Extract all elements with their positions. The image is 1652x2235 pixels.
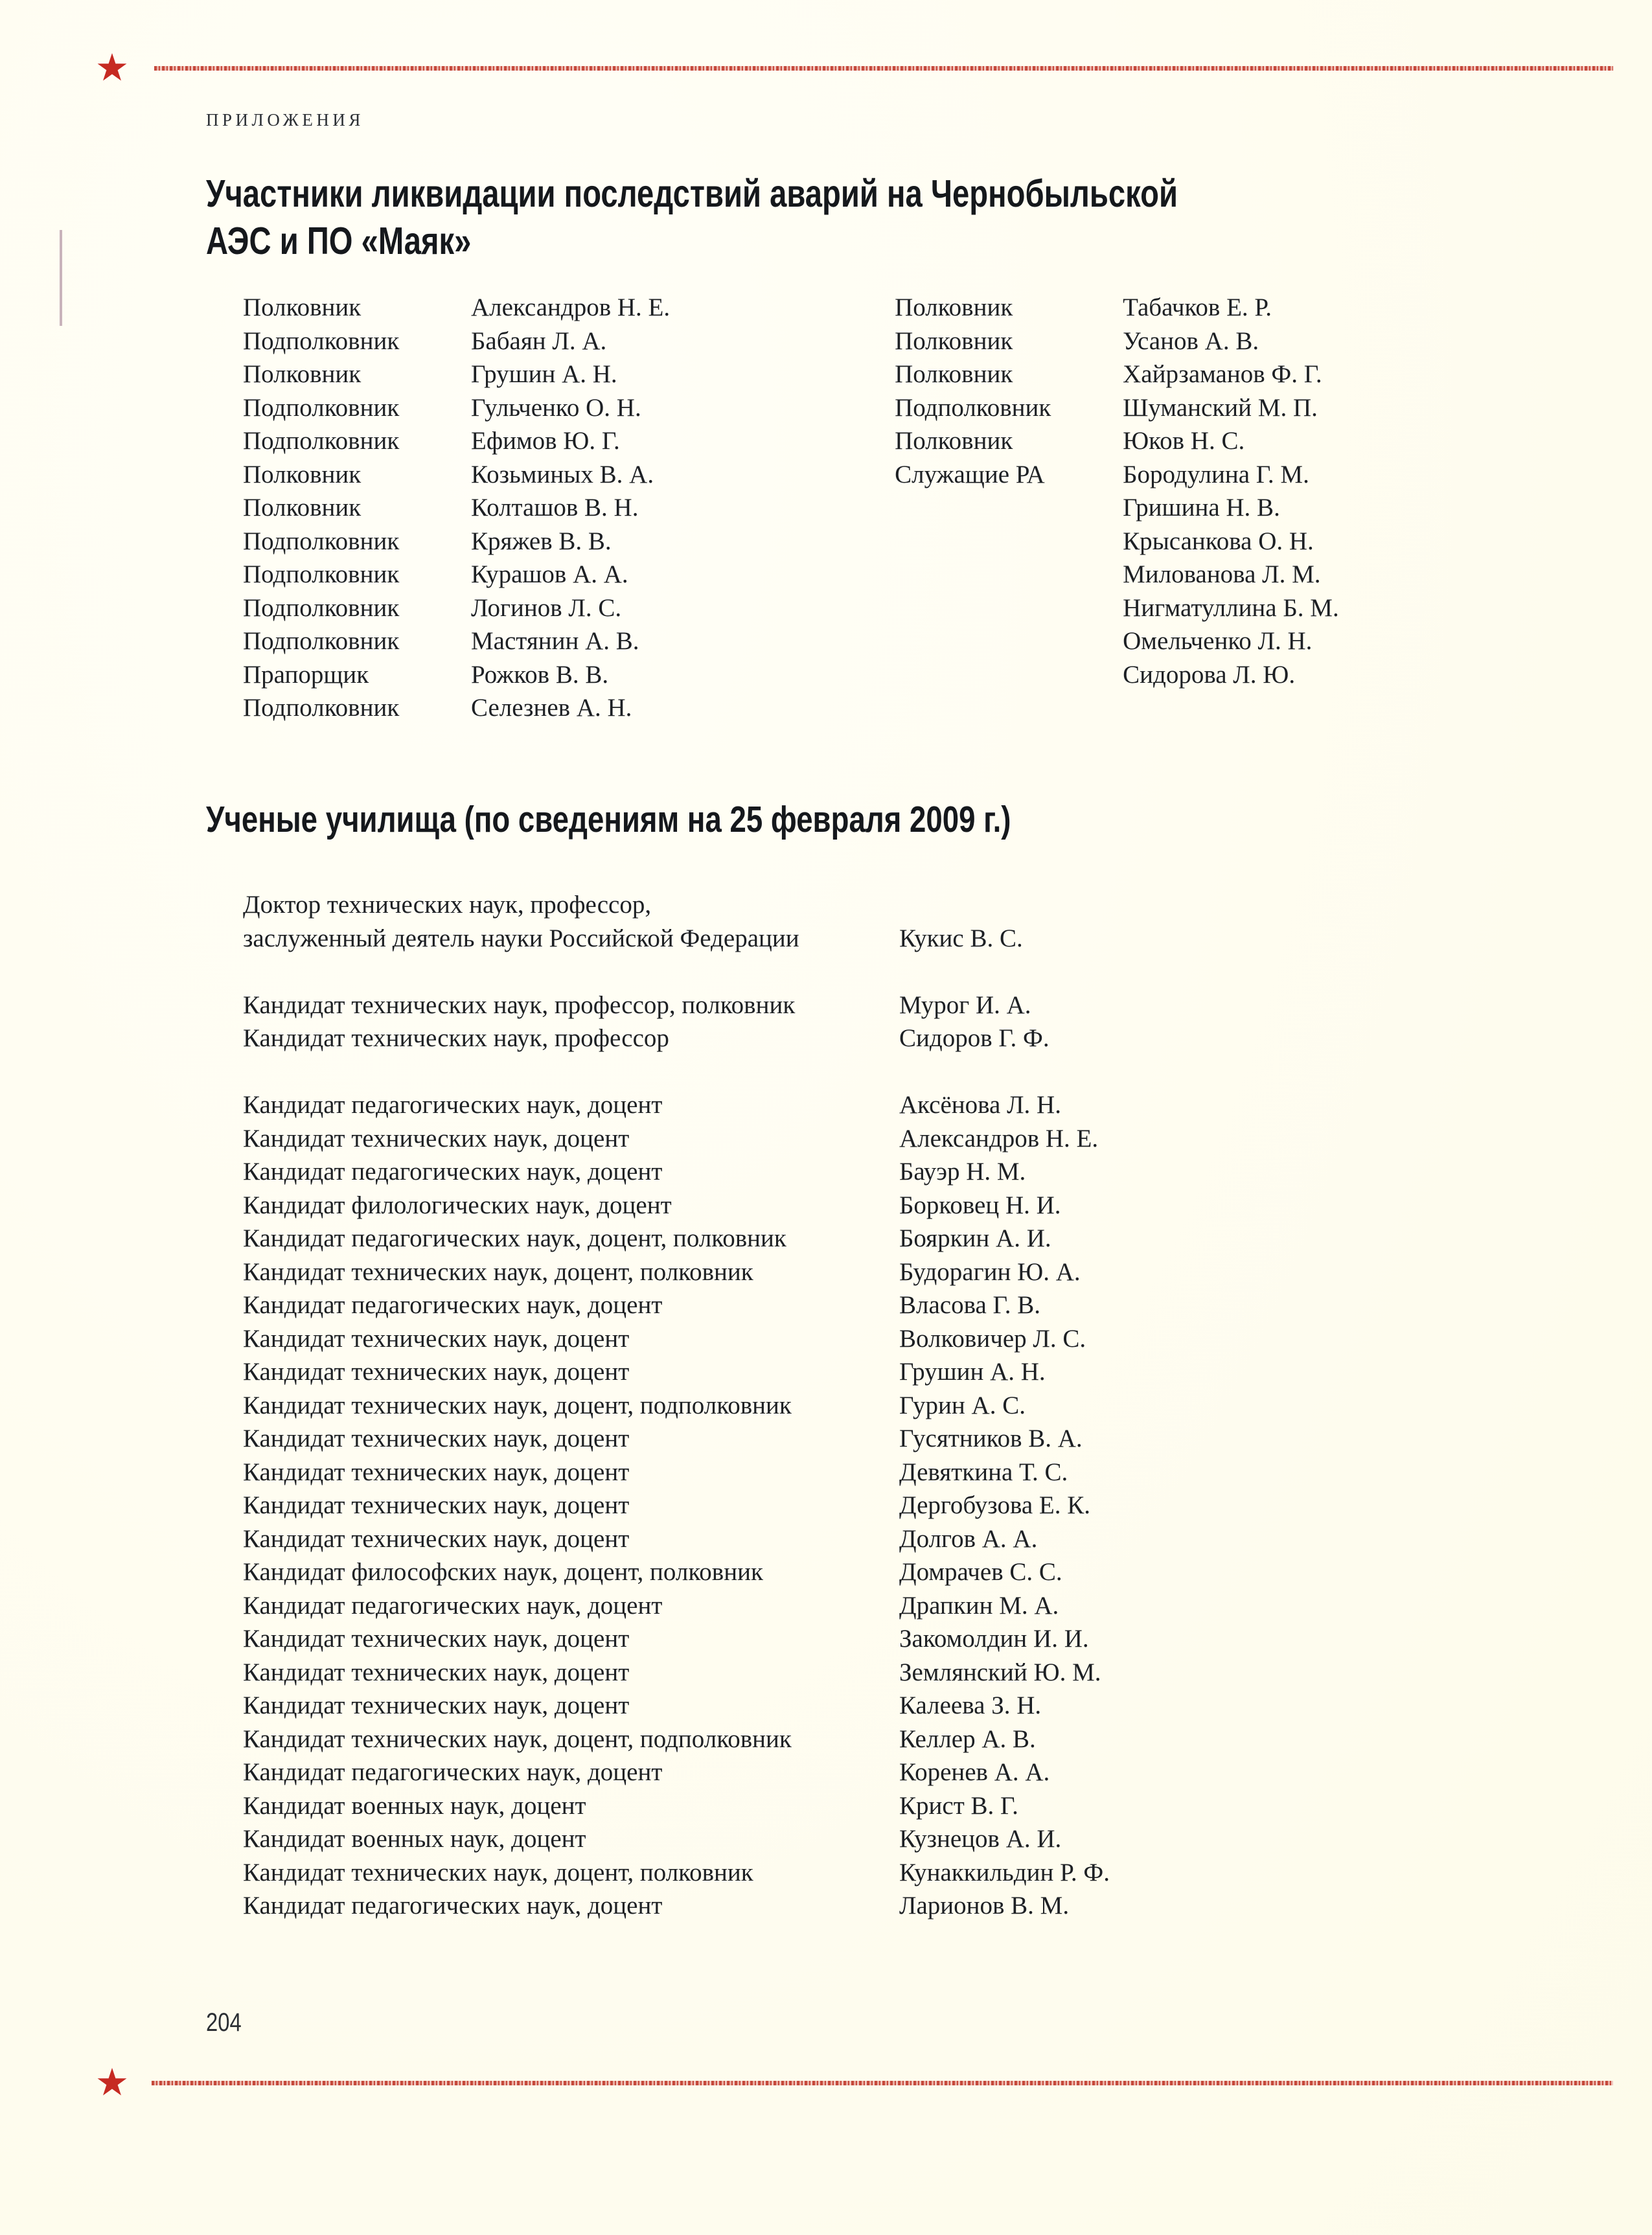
degree-title: Кандидат технических наук, доцент xyxy=(243,1124,630,1152)
rank-label xyxy=(895,625,1123,658)
degree-title: Кандидат технических наук, доцент, подполковник xyxy=(243,1725,792,1753)
list-item xyxy=(895,491,1508,525)
list-item xyxy=(895,325,1508,358)
person-name: Рожков В. В. xyxy=(471,660,609,689)
person-name: Гришина Н. В. xyxy=(1123,494,1280,522)
list-item xyxy=(243,291,895,325)
person-name: Мастянин А. В. xyxy=(471,627,639,656)
rank-label: Подполковник xyxy=(243,527,400,555)
degree-title: Кандидат технических наук, доцент xyxy=(243,1358,630,1386)
person-name: Бояркин А. И. xyxy=(899,1224,1051,1253)
degree-row xyxy=(243,1723,1508,1756)
person-name: Землянский Ю. М. xyxy=(899,1658,1101,1686)
degree-title: Кандидат педагогических наук, доцент xyxy=(243,1091,663,1119)
person-name: Девяткина Т. С. xyxy=(899,1458,1068,1486)
list-item xyxy=(243,691,895,725)
degree-title: Кандидат педагогических наук, доцент xyxy=(243,1158,663,1186)
person-name: Крист В. Г. xyxy=(899,1791,1018,1820)
rank-label: Подполковник xyxy=(243,593,400,622)
rank-label: Полковник xyxy=(243,360,361,389)
list-item xyxy=(895,658,1508,692)
rank-label xyxy=(895,525,1123,558)
dotted-divider xyxy=(154,66,1613,71)
degree-row xyxy=(243,1088,1508,1122)
degree-title: Кандидат технических наук, доцент xyxy=(243,1425,630,1453)
margin-tick-mark xyxy=(60,230,62,326)
person-name: Юков Н. С. xyxy=(1123,427,1245,455)
person-name: Логинов Л. С. xyxy=(471,593,622,622)
degree-title: Кандидат технических наук, доцент, подполковник xyxy=(243,1391,792,1419)
section-1-title-line-2: АЭС и ПО «Маяк» xyxy=(206,220,472,263)
section-2-list xyxy=(206,888,1508,1923)
degree-row xyxy=(243,1355,1508,1389)
person-name: Кунаккильдин Р. Ф. xyxy=(899,1858,1110,1886)
list-item xyxy=(243,525,895,558)
degree-title-line-1: Доктор технических наук, профессор, xyxy=(243,891,652,919)
list-item xyxy=(895,424,1508,458)
degree-row xyxy=(243,1322,1508,1356)
list-item xyxy=(243,591,895,625)
group-spacer xyxy=(243,1055,1508,1089)
list-item xyxy=(895,291,1508,325)
degree-row xyxy=(243,1222,1508,1255)
degree-title: Кандидат педагогических наук, доцент xyxy=(243,1591,663,1620)
person-name: Борковец Н. И. xyxy=(899,1191,1061,1219)
rank-label: Прапорщик xyxy=(243,660,369,689)
degree-title: Кандидат технических наук, профессор, полковник xyxy=(243,991,796,1019)
footer-rule xyxy=(97,2063,1613,2102)
person-name: Мурог И. А. xyxy=(899,991,1031,1019)
section-1-title xyxy=(206,170,1248,265)
person-name: Власова Г. В. xyxy=(899,1291,1040,1320)
degree-title: Кандидат технических наук, доцент xyxy=(243,1625,630,1653)
section-1-title-line-1: Участники ликвидации последствий аварий на Чернобыльской xyxy=(206,172,1178,215)
section-2 xyxy=(206,797,1508,1923)
person-name: Нигматуллина Б. М. xyxy=(1123,593,1339,622)
person-name: Хайрзаманов Ф. Г. xyxy=(1123,360,1322,389)
person-name: Александров Н. Е. xyxy=(899,1124,1099,1152)
degree-row xyxy=(243,1889,1508,1923)
rank-label xyxy=(895,591,1123,625)
list-item xyxy=(243,358,895,391)
degree-row xyxy=(243,1389,1508,1423)
section-1-lists xyxy=(206,291,1508,725)
degree-title: Кандидат филологических наук, доцент xyxy=(243,1191,672,1219)
red-star-icon xyxy=(97,2068,127,2098)
degree-row xyxy=(243,1622,1508,1656)
degree-title: Кандидат педагогических наук, доцент, полковник xyxy=(243,1224,786,1253)
rank-label: Полковник xyxy=(243,293,361,322)
list-item xyxy=(243,491,895,525)
list-item xyxy=(895,391,1508,425)
degree-title: Кандидат философских наук, доцент, полковник xyxy=(243,1558,763,1587)
section-1-left-column xyxy=(243,291,895,725)
page-number: 204 xyxy=(206,2008,242,2037)
rank-label: Подполковник xyxy=(243,694,400,722)
rank-label: Полковник xyxy=(895,293,1013,322)
person-name: Селезнев А. Н. xyxy=(471,694,632,722)
rank-label xyxy=(895,491,1123,525)
rank-label: Подполковник xyxy=(243,560,400,589)
person-name: Шуманский М. П. xyxy=(1123,393,1318,422)
degree-title: Кандидат технических наук, доцент xyxy=(243,1491,630,1520)
degree-title: Кандидат технических наук, доцент, полковник xyxy=(243,1257,753,1286)
degree-title: Кандидат военных наук, доцент xyxy=(243,1791,586,1820)
rank-label: Подполковник xyxy=(243,393,400,422)
degree-title: Кандидат технических наук, доцент xyxy=(243,1691,630,1720)
list-item xyxy=(243,558,895,591)
page-content xyxy=(206,110,1508,1923)
degree-row xyxy=(243,1555,1508,1589)
person-name: Грушин А. Н. xyxy=(899,1358,1046,1386)
degree-title: Кандидат технических наук, профессор xyxy=(243,1024,669,1053)
rank-label xyxy=(895,558,1123,591)
person-name: Бородулина Г. М. xyxy=(1123,460,1309,488)
degree-row xyxy=(243,1656,1508,1690)
degree-row xyxy=(243,1255,1508,1289)
person-name: Милованова Л. М. xyxy=(1123,560,1321,589)
list-item xyxy=(895,591,1508,625)
person-name: Ларионов В. М. xyxy=(899,1892,1070,1920)
degree-row xyxy=(243,1822,1508,1856)
degree-row xyxy=(243,1689,1508,1723)
person-name: Омельченко Л. Н. xyxy=(1123,627,1313,656)
group-label-civil-employees: Служащие РА xyxy=(895,460,1045,488)
degree-row xyxy=(243,888,1508,955)
rank-label: Подполковник xyxy=(243,627,400,656)
person-name: Гульченко О. Н. xyxy=(471,393,641,422)
list-item xyxy=(895,358,1508,391)
degree-row xyxy=(243,1456,1508,1489)
degree-row xyxy=(243,1756,1508,1789)
degree-row xyxy=(243,1789,1508,1823)
person-name: Дергобузова Е. К. xyxy=(899,1491,1090,1520)
person-name: Долгов А. А. xyxy=(899,1524,1038,1553)
degree-title: Кандидат технических наук, доцент xyxy=(243,1524,630,1553)
person-name: Будорагин Ю. А. xyxy=(899,1257,1081,1286)
running-head: ПРИЛОЖЕНИЯ xyxy=(206,110,364,130)
person-name: Закомолдин И. И. xyxy=(899,1625,1089,1653)
person-name: Кряжев В. В. xyxy=(471,527,612,555)
list-item xyxy=(243,625,895,658)
person-name: Усанов А. В. xyxy=(1123,327,1259,355)
degree-row xyxy=(243,1856,1508,1890)
degree-row xyxy=(243,1189,1508,1222)
list-item xyxy=(243,325,895,358)
degree-title: Кандидат технических наук, доцент, полковник xyxy=(243,1858,753,1886)
person-name: Крысанкова О. Н. xyxy=(1123,527,1314,555)
degree-row xyxy=(243,1422,1508,1456)
degree-row xyxy=(243,1022,1508,1055)
rank-label: Полковник xyxy=(243,460,361,488)
degree-row xyxy=(243,1589,1508,1623)
list-item xyxy=(895,558,1508,591)
person-name: Гусятников В. А. xyxy=(899,1425,1083,1453)
list-item xyxy=(895,525,1508,558)
degree-row xyxy=(243,1122,1508,1156)
rank-label: Подполковник xyxy=(243,427,400,455)
list-item xyxy=(895,458,1508,492)
list-item xyxy=(243,658,895,692)
person-name: Ефимов Ю. Г. xyxy=(471,427,620,455)
degree-row xyxy=(243,1289,1508,1322)
rank-label: Подполковник xyxy=(243,327,400,355)
degree-title: Кандидат технических наук, доцент xyxy=(243,1458,630,1486)
person-name: Грушин А. Н. xyxy=(471,360,617,389)
person-name: Кукис В. С. xyxy=(899,924,1023,952)
section-1-right-column xyxy=(895,291,1508,725)
person-name: Табачков Е. Р. xyxy=(1123,293,1272,322)
rank-label: Полковник xyxy=(895,427,1013,455)
header-rule xyxy=(97,49,1613,87)
degree-row xyxy=(243,1155,1508,1189)
degree-row xyxy=(243,989,1508,1022)
rank-label: Полковник xyxy=(895,327,1013,355)
person-name: Калеева З. Н. xyxy=(899,1691,1042,1720)
person-name: Бауэр Н. М. xyxy=(899,1158,1026,1186)
person-name: Козьминых В. А. xyxy=(471,460,654,488)
person-name: Волковичер Л. С. xyxy=(899,1324,1086,1353)
degree-title xyxy=(243,888,899,955)
person-name: Александров Н. Е. xyxy=(471,293,671,322)
degree-title: Кандидат технических наук, доцент xyxy=(243,1324,630,1353)
person-name: Коренев А. А. xyxy=(899,1758,1050,1787)
person-name: Кузнецов А. И. xyxy=(899,1825,1062,1853)
person-name: Гурин А. С. xyxy=(899,1391,1026,1419)
section-2-title: Ученые училища (по сведениям на 25 февраля 2009 г.) xyxy=(206,798,1011,840)
dotted-divider xyxy=(152,2081,1613,2085)
degree-row xyxy=(243,1489,1508,1522)
list-item xyxy=(243,458,895,492)
list-item xyxy=(895,625,1508,658)
person-name: Келлер А. В. xyxy=(899,1725,1036,1753)
rank-label xyxy=(895,658,1123,692)
person-name: Аксёнова Л. Н. xyxy=(899,1091,1061,1119)
list-item xyxy=(243,424,895,458)
degree-title: Кандидат военных наук, доцент xyxy=(243,1825,586,1853)
degree-title: Кандидат педагогических наук, доцент xyxy=(243,1892,663,1920)
rank-label: Подполковник xyxy=(895,393,1051,422)
person-name: Домрачев С. С. xyxy=(899,1558,1062,1587)
rank-label: Полковник xyxy=(895,360,1013,389)
person-name: Сидоров Г. Ф. xyxy=(899,1024,1050,1053)
list-item xyxy=(243,391,895,425)
degree-title-line-2: заслуженный деятель науки Российской Федерации xyxy=(243,924,799,952)
group-spacer xyxy=(243,955,1508,989)
degree-title: Кандидат педагогических наук, доцент xyxy=(243,1758,663,1787)
degree-title: Кандидат технических наук, доцент xyxy=(243,1658,630,1686)
person-name: Драпкин М. А. xyxy=(899,1591,1059,1620)
degree-row xyxy=(243,1522,1508,1556)
person-name: Колташов В. Н. xyxy=(471,494,639,522)
red-star-icon xyxy=(97,53,127,83)
person-name: Бабаян Л. А. xyxy=(471,327,607,355)
person-name: Сидорова Л. Ю. xyxy=(1123,660,1296,689)
degree-title: Кандидат педагогических наук, доцент xyxy=(243,1291,663,1320)
rank-label: Полковник xyxy=(243,494,361,522)
person-name: Курашов А. А. xyxy=(471,560,628,589)
